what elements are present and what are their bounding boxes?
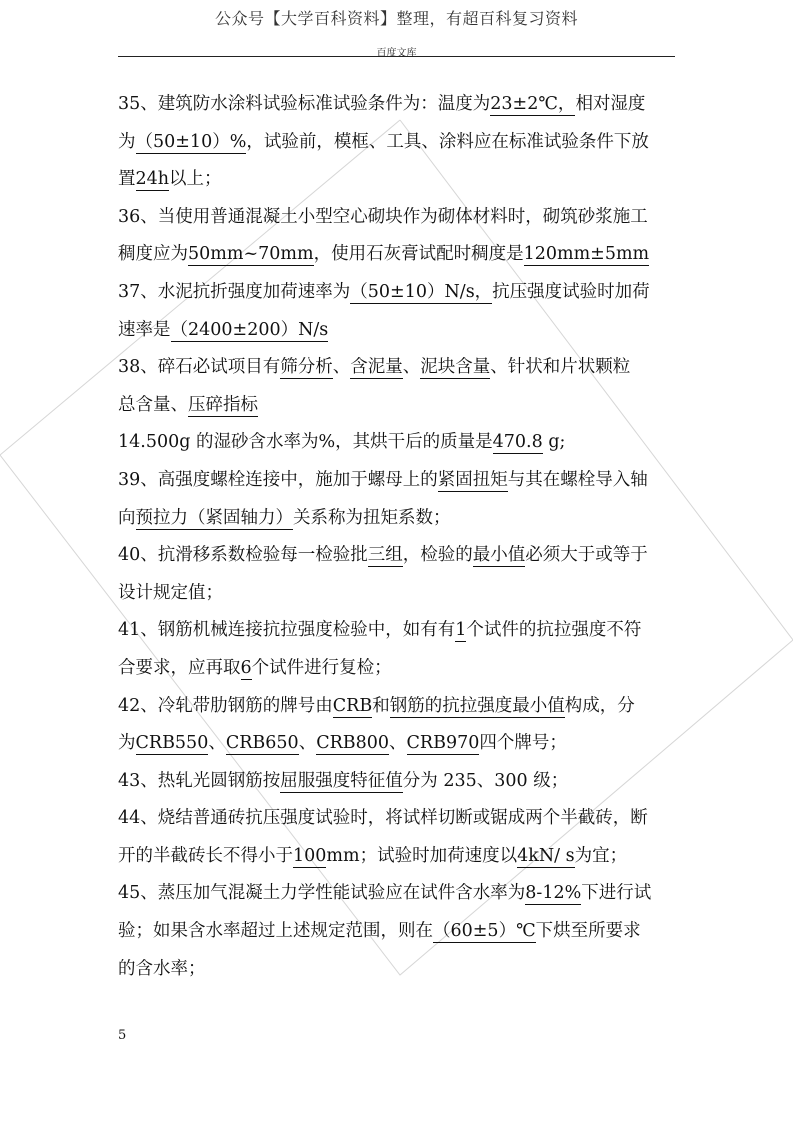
text-segment: 36、当使用普通混凝土小型空心砌块作为砌体材料时，砌筑砂浆施工 (118, 206, 648, 227)
answer-blank: 24h (135, 169, 170, 190)
text-segment: ，使用石灰膏试配时稠度是 (313, 244, 524, 265)
text-line (118, 763, 690, 801)
text-segment: 45、蒸压加气混凝土力学性能试验应在试件含水率为 (118, 883, 526, 904)
page-number: 5 (118, 1028, 127, 1043)
text-segment: 40、抗滑移系数检验每一检验批 (118, 545, 368, 566)
text-segment: 37、水泥抗折强度加荷速率为 (118, 281, 351, 302)
answer-blank: CRB800 (316, 733, 390, 754)
text-segment: 设计规定值； (118, 582, 223, 603)
answer-blank: 筛分析 (280, 357, 333, 378)
text-line (118, 725, 690, 763)
answer-blank: 120mm±5mm (523, 244, 650, 265)
text-segment: 44、烧结普通砖抗压强度试验时，将试样切断或锯成两个半截砖，断 (118, 808, 648, 829)
answer-blank: 最小值 (472, 545, 526, 566)
text-segment: 为 (118, 131, 136, 152)
text-line (118, 274, 690, 312)
text-segment: 构成，分 (564, 695, 635, 716)
text-line (118, 913, 690, 951)
text-segment: 抗压强度试验时加荷 (492, 281, 650, 302)
text-line (118, 650, 690, 688)
answer-blank: 50mm~70mm (188, 244, 314, 265)
text-segment: 总含量、 (118, 394, 188, 415)
answer-blank: CRB970 (406, 733, 480, 754)
text-line (118, 500, 690, 538)
text-line (118, 800, 690, 838)
answer-blank: 23±2℃， (490, 94, 576, 114)
text-line (118, 875, 690, 913)
document-body (118, 86, 690, 988)
text-segment: 合要求，应再取 (118, 657, 241, 678)
text-segment: 38、碎石必试项目有 (118, 357, 281, 378)
answer-blank: 屈服强度特征值 (280, 770, 403, 791)
text-line (118, 124, 690, 162)
text-segment: 为 (118, 733, 136, 754)
text-segment: 向 (118, 507, 136, 528)
answer-blank: 紧固扭矩 (437, 469, 508, 490)
answer-blank: CRB650 (225, 733, 299, 754)
text-line (118, 951, 690, 989)
text-segment: 的含水率； (118, 958, 206, 979)
text-segment: 41、钢筋机械连接抗拉强度检验中，如有有 (118, 620, 456, 641)
text-segment: 、针状和片状颗粒 (490, 357, 631, 378)
header-rule (118, 56, 675, 57)
top-banner: 公众号【大学百科资料】整理，有超百科复习资料 (214, 9, 578, 28)
text-segment: 14.500g 的湿砂含水率为%，其烘干后的质量是 (118, 432, 493, 453)
text-segment: 为宜； (574, 845, 628, 866)
text-line (118, 537, 690, 575)
text-segment: 置 (118, 169, 136, 190)
text-segment: 35、建筑防水涂料试验标准试验条件为：温度为 (118, 94, 491, 114)
text-segment: 个试件进行复检； (251, 657, 392, 678)
text-segment: 43、热轧光圆钢筋按 (118, 770, 281, 791)
text-segment: 、 (332, 357, 351, 378)
text-segment: 相对湿度 (575, 94, 646, 114)
answer-blank: （2400±200）N/s (170, 319, 329, 340)
answer-blank: CRB (332, 695, 373, 716)
text-segment: g; (542, 432, 566, 453)
text-line (118, 236, 690, 274)
answer-blank: CRB550 (135, 733, 209, 754)
text-segment: ，检验的 (402, 545, 473, 566)
text-segment: ，试验前，模框、工具、涂料应在标准试验条件下放 (246, 131, 649, 152)
text-segment: 关系称为扭矩系数； (293, 507, 451, 528)
text-line (118, 462, 690, 500)
answer-blank: 8-12% (525, 883, 582, 904)
text-segment: 42、冷轧带肋钢筋的牌号由 (118, 695, 333, 716)
answer-blank: 1 (455, 620, 467, 641)
answer-blank: 6 (240, 657, 252, 678)
text-segment: 和 (372, 695, 390, 716)
answer-blank: （60±5）℃ (433, 921, 536, 942)
text-segment: 开的半截砖长不得小于 (118, 845, 293, 866)
text-segment: 个试件的抗拉强度不符 (466, 620, 642, 641)
text-line (118, 86, 690, 124)
text-line (118, 575, 690, 613)
text-segment: 与其在螺栓导入轴 (507, 469, 648, 490)
text-segment: 下烘至所要求 (535, 921, 641, 942)
text-segment: 、 (298, 733, 317, 754)
text-segment: 下进行试 (581, 883, 652, 904)
text-line (118, 612, 690, 650)
text-segment: 必须大于或等于 (525, 545, 648, 566)
answer-blank: 100 (293, 845, 327, 866)
text-segment: 验；如果含水率超过上述规定范围，则在 (118, 921, 433, 942)
text-line (118, 424, 690, 462)
answer-blank: 预拉力（紧固轴力） (135, 507, 293, 528)
text-segment: 、 (402, 357, 421, 378)
text-line (118, 312, 690, 350)
answer-blank: 含泥量 (350, 357, 403, 378)
answer-blank: 4kN/ s (517, 845, 575, 866)
text-segment: 稠度应为 (118, 244, 188, 265)
text-line (118, 349, 690, 387)
text-segment: 39、高强度螺栓连接中，施加于螺母上的 (118, 469, 438, 490)
text-segment: 、 (389, 733, 407, 754)
text-segment: 速率是 (118, 319, 171, 340)
text-segment: 、 (208, 733, 226, 754)
text-line (118, 387, 690, 425)
text-line (118, 688, 690, 726)
text-line (118, 161, 690, 199)
text-segment: 以上； (169, 169, 222, 190)
answer-blank: （50±10）N/s， (350, 281, 493, 302)
answer-blank: 钢筋的抗拉强度最小值 (389, 695, 565, 716)
text-line (118, 838, 690, 876)
answer-blank: 三组 (367, 545, 403, 566)
text-line (118, 199, 690, 237)
answer-blank: 压碎指标 (188, 394, 258, 415)
text-segment: 四个牌号； (479, 733, 567, 754)
answer-blank: 470.8 (492, 432, 543, 453)
text-segment: mm；试验时加荷速度以 (326, 845, 518, 866)
answer-blank: （50±10）% (135, 131, 247, 152)
doc-header: 百度文库 (376, 48, 417, 59)
answer-blank: 泥块含量 (420, 357, 491, 378)
text-segment: 分为 235、300 级； (402, 770, 569, 791)
